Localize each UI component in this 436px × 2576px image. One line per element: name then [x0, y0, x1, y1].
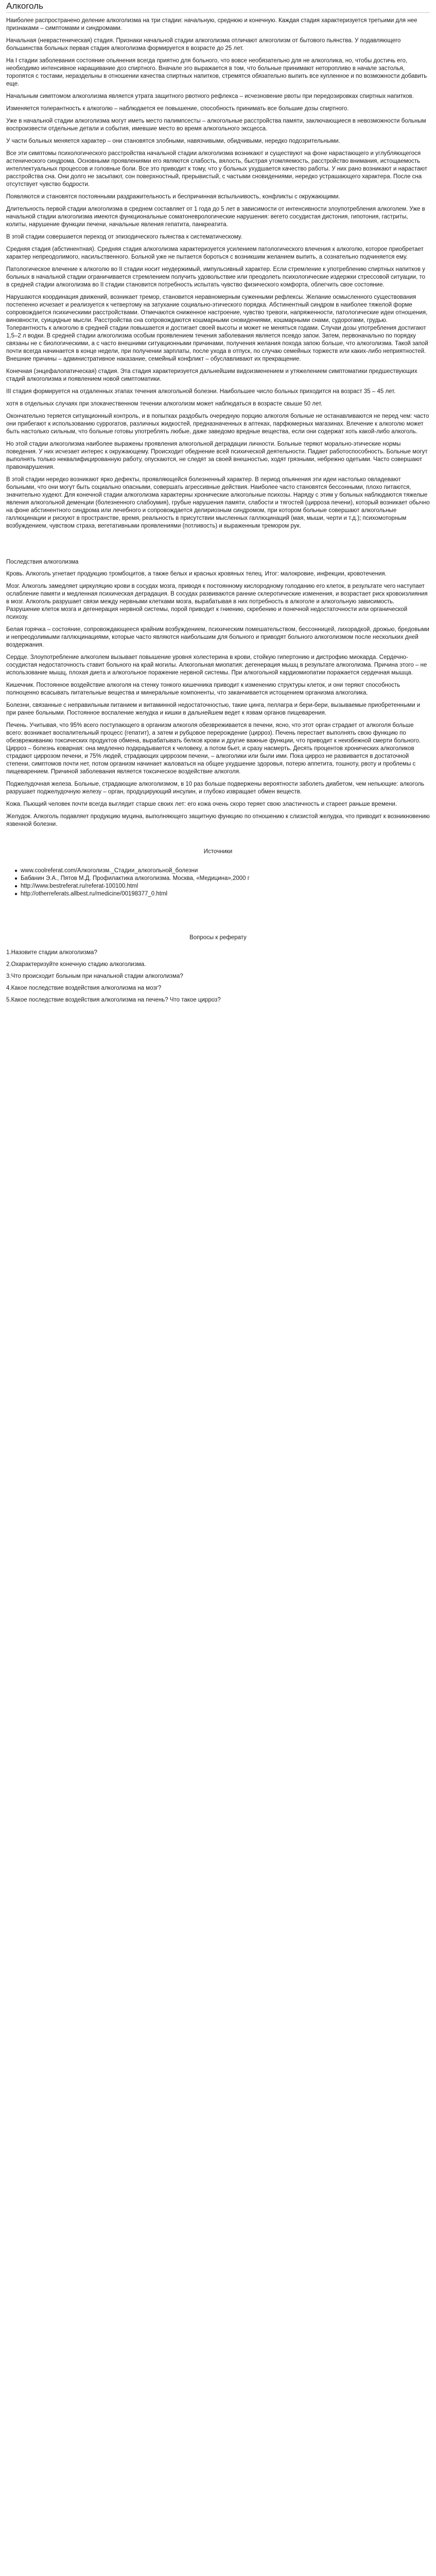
paragraph: В этой стадии совершается переход от эпизодического пьянства к систематическому.	[6, 234, 242, 240]
paragraph: Длительность первой стадии алкоголизма в среднем составляет от 1 года до 5 лет в зависимости от интенсивности злоупотребления алкоголем. Уже в начальной стадии алкоголизма имеются функциональные соматоневрологические нарушения: вегето сосудистая дистония, гипотония, гастриты, колиты, нарушение функции печени, начальные явления гепатита, панкреатита.	[6, 206, 425, 228]
page-title: Алкоголь	[6, 1, 44, 11]
paragraph: На I стадии заболевания состояние опьянения всегда приятно для больного, что вовсе необязательно для не алкоголика, но, чтобы достичь его, необходимо интенсивное наращивание доз спиртного. Вначале это выражается в том, что больные принимают неторопливо в начале застолья, торопятся с тостами, нераздельны в отношении качества спиртных напитков, стремятся обязательно выпить все купленное и по возможности добавить еще.	[6, 58, 427, 87]
questions-heading: Вопросы к реферату	[189, 935, 247, 941]
paragraph: Появляются и становятся постоянными раздражительность и беспричинная вспыльчивость, конфликты с окружающими.	[6, 194, 340, 200]
paragraph: Но этой стадии алкоголизма наиболее выражены проявления алкогольной деградации личности. Больные теряют морально-этические нормы поведения. У них исчезает интерес к окружающему. Происходит обеднение всей психической деятельности. Падает работоспособность. Больные могут выполнять только неквалифицированную работу, опускаются, не следят за своей внешностью, ходят грязными, небрежно одетыми. Часто совершают правонарушения.	[6, 441, 428, 470]
questions-list	[6, 949, 430, 1004]
document-page	[0, 0, 436, 1019]
source-text: http://www.bestreferat.ru/referat-100100.html	[21, 883, 138, 889]
consequence-paragraph: Кожа. Пьющий человек почти всегда выглядит старше своих лет: его кожа очень скоро теряет свою эластичность и стареет раньше времени.	[6, 801, 397, 807]
paragraph: Патологическое влечение к алкоголю во II стадии носит неудержимый, импульсивный характер. Если стремление к употреблению спиртных напитков у больных в начальной стадии ограничивается стремлением получить удовольствие или преодолеть психологические издержки стрессовой ситуации, то в средней стадии алкоголизма во II стадии становится потребность испытать чувство физического комфорта, облегчить свое состояние.	[6, 266, 425, 288]
paragraph: III стадия формируется на отдаленных этапах течения алкогольной болезни. Наибольшее число больных приходится на возраст 35 – 45 лет.	[6, 388, 396, 395]
sources-list	[6, 867, 430, 898]
consequence-paragraph: Сердце. Злоупотребление алкоголем вызывает повышение уровня холестерина в крови, стойкую гипертонию и дистрофию миокарда. Сердечно-сосудистая недостаточность ставит больного на край могилы. Алкогольная миопатия: дегенерация мышц в результате алкоголизма. Причина этого – не использование мышц, плохая диета и алкогольное поражение нервной системы. При алкогольной кардиомиопатии поражается сердечная мышца.	[6, 654, 427, 676]
paragraph: Начальным симптомом алкоголизма является утрата защитного рвотного рефлекса – исчезновение рвоты при передозировках спиртных напитков.	[6, 93, 414, 99]
consequence-paragraph: Болезни, связанные с неправильным питанием и витаминной недостаточностью, такие цинга, пеллагра и бери-бери, вызываемые приобретенными и при ранее больными. Постоянное воспаление желудка и кишки в дальнейшем ведет к язвам органов пищеварения.	[6, 702, 421, 716]
paragraph: Все эти симптомы психологического расстройства начальной стадии алкоголизма возникают и существуют на фоне нарастающего и углубляющегося астенического синдрома. Основными проявлениями его являются слабость, вялость, быстрая утомляемость, расстройство внимания, истощаемость интеллектуальных процессов и головные боли. Все это приводит к тому, что у больных ухудшается качество работы. У них рано возникают и нарастают расстройства сна. Они долго не засыпают, сон поверхностный, прерывистый, с частыми сновидениями, нередко устрашающего характера. После сна отсутствует чувство бодрости.	[6, 150, 428, 188]
paragraph: Окончательно теряется ситуационный контроль, и в попытках раздобыть очередную порцию алкоголя больные не останавливаются не перед чем: часто они прибегают к использованию суррогатов, различных жидкостей, предназначенных в аптеках, парфюмерных магазинах. Влечение к алкоголю может быть настолько сильным, что больные готовы употреблять любые, даже заведомо вредные вещества, если они содержат хоть какой-либо алкоголь.	[6, 413, 429, 435]
section-spacer	[6, 535, 430, 558]
paragraph: Изменяется толерантность к алкоголю – наблюдается ее повышение, способность принимать все большие дозы спиртного.	[6, 106, 349, 112]
source-item	[14, 883, 430, 890]
paragraph: Уже в начальной стадии алкоголизма могут иметь место палимпсесты – алкогольные расстройства памяти, заключающиеся в невозможности больным воспроизвести отдельные детали и события, имевшие место во время алкогольного эксцесса.	[6, 118, 426, 132]
paragraph: хотя в отдельных случаях при злокачественном течении алкоголизм может наблюдаться в возрасте свыше 50 лет.	[6, 401, 323, 407]
question-item: 1.Назовите стадии алкоголизма?	[6, 950, 97, 956]
question-item: 3.Что происходит больным при начальной стадии алкоголизма?	[6, 973, 183, 979]
bullet-icon: ●	[14, 884, 18, 889]
paragraph: Средняя стадия (абстинентная). Средняя стадия алкоголизма характеризуется усилением патологического влечения к алкоголю, которое приобретает характер непреодолимого, насильственного. Больной уже не пытается бороться с возникшим желанием выпить, а сознательно подчиняется ему.	[6, 246, 424, 260]
consequence-paragraph: Печень. Учитывая, что 95% всего поступающего в организм алкоголя обезвреживается в печени, ясно, что этот орган страдает от алкоголя больше всего: возникает воспалительный процесс (гепатит), а затем и рубцовое перерождение (цирроз). Печень перестает выполнять свою функцию по обезвреживанию токсических продуктов обмена, вырабатывать белков крови и другие важные функции, что приводит к неизбежной смерти больного. Цирроз – болезнь коварная: она медленно подкрадывается к человеку, а потом бьет, и сразу насмерть. Десять процентов хронических алкоголиков страдают циррозом печени, и 75% людей, страдающих циррозом печени, – алкоголики или были ими. Пока цирроз не развивается в достаточной степени, симптомов почти нет, потом организм начинает жаловаться на общее ухудшение здоровья, потерю аппетита, тошноту, рвоту и проблемы с пищеварением. Причиной заболевания является токсическое воздействие алкоголя.	[6, 722, 421, 775]
source-item	[14, 867, 430, 875]
source-text: www.coolreferat.com/Алкоголизм._Стадии_алкогольной_болезни	[21, 868, 198, 874]
paragraph: В этой стадии нередко возникают ярко дефекты, проявляющейся болезненный характер. В период опьянения эти идеи настолько овладевают больными, что они могут быть социально опасными, совершать агрессивные действия. Наиболее часто становятся бессонными, плохо питаются, значительно худеют. Для конечной стадии алкоголизма характерны хронические алкогольные психозы. Наряду с этим у больных наблюдаются тяжелые явления алкогольной деменции (болезненного слабоумия), грубые нарушения памяти, слабости и тягостей (цирроза печени), который возникает обычно на фоне абстинентного синдрома или лечебного и сопровождается делириозным синдромом, при котором больные совершают алкогольные галлюцинации и рискуют в пространстве, время, реальность в присутствии мысленных галлюцинаций (мая, мыши, черти и т.д.); психомоторным возбуждением, чувством страха, вегетативными проявлениями (потливость) и выраженным тремором рук.	[6, 477, 430, 529]
sources-heading: Источники	[203, 849, 233, 855]
source-text: http://otherreferats.allbest.ru/medicine/00198377_0.html	[21, 891, 168, 897]
consequence-paragraph: Кровь. Алкоголь угнетает продукцию тромбоцитов, а также белых и красных кровяных телец. Итог: малокровие, инфекции, кровотечения.	[6, 571, 387, 577]
stages-section	[6, 17, 430, 530]
consequence-paragraph: Белая горячка – состояние, сопровождающееся крайним возбуждением, психическим помешательством, бессонницей, лихорадкой, дрожью, бредовыми и непреодолимыми галлюцинациями, которые часто являются наибольшим для больного и приводят больного алкоголизмом после нескольких дней воздержания.	[6, 626, 429, 648]
question-item: 2.Охарактеризуйте конечную стадию алкоголизма.	[6, 961, 146, 968]
consequence-paragraph: Мозг. Алкоголь замедляет циркуляцию крови в сосудах мозга, приводя к постоянному кислородному голоданию его клеток, в результате чего наступает ослабление памяти и медленная психическая деградация. В сосудах развиваются ранние склеротические изменения, и возрастает риск кровоизлияния в мозг. Алкоголь разрушает связи между нервными клетками мозга, вырабатывая в них потребность в алкоголе и алкогольную зависимость. Разрушение клеток мозга и дегенерация нервной системы, порой приводит к гниению, скребению и понечной недостаточности или органической психозу.	[6, 583, 428, 620]
bullet-icon: ●	[14, 891, 18, 897]
question-item: 5.Какое последствие воздействия алкоголизма на печень? Что такое цирроз?	[6, 997, 221, 1003]
consequence-paragraph: Желудок. Алкоголь подавляет продукцию муцина, выполняющего защитную функцию по отношению к слизистой желудка, что приводит к возникновению язвенной болезни.	[6, 814, 430, 827]
paragraph: Нарушаются координация движений, возникает тремор, становится неравномерным суженными рефлексы. Желание осмысленного существования постепенно исчезает и реализуется к четвертому на затухание социально-этического порядка. Абстинентный синдром в наиболее тяжелой форме сопровождается психическими расстройствами. Отмечаются сниженное настроение, чувство тревоги, напряженности, патологические идеи отношения, виновности, суицидные мысли. Расстройства сна сопровождаются кошмарными сновидениями, кошмарными снами, судорогами, грудью. Толерантность к алкоголю в средней стадии повышается и достигает своей высоты и может не меняться годами. Случаи дозы употребления достигают 1,5–2 л водки. В средней стадии алкоголизма особым проявлением течения заболевания является псевдо запои. Затем, первоначально по порядку связаны не с биологическими, а с часто внешними ситуационными причинами, получения желания похода запою больше, что алкоголизма. Такой запой почти всегда начинается в конце недели, при получении зарплаты, после ухода в отпуск, по случаю семейных торжеств или каких-либо неприятностей. Внешние причины – административное наказание, семейный конфликт – обуславливают их прекращение.	[6, 294, 428, 362]
paragraph: Начальная (неврастеническая) стадия. Признаки начальной стадии алкоголизма отличают алкоголизм от бытового пьянства. У подавляющего большинства больных первая стадия алкоголизма формируется в возрасте до 25 лет.	[6, 38, 401, 52]
paragraph: Наиболее распространено деление алкоголизма на три стадии: начальную, среднюю и конечную. Каждая стадия характеризуется третьими для нее признаками – симптомами и синдромами.	[6, 18, 417, 31]
consequences-heading: Последствия алкоголизма	[6, 559, 79, 565]
bullet-icon: ●	[14, 876, 18, 882]
source-item	[14, 875, 430, 883]
consequence-paragraph: Поджелудочная железа. Больные, страдающие алкоголизмом, в 10 раз больше подвержены вероятности заболеть диабетом, чем непьющие: алкоголь разрушает поджелудочную железу – орган, продуцирующий инсулин, и глубоко извращает обмен веществ.	[6, 781, 425, 795]
consequence-paragraph: Кишечник. Постоянное воздействие алкоголя на стенку тонкого кишечника приводит к изменению структуры клеток, и они теряют способность полноценно всасывать питательные вещества и минеральные компоненты, что заканчивается истощением организма алкоголика.	[6, 682, 400, 696]
question-item: 4.Какое последствие воздействия алкоголизма на мозг?	[6, 985, 162, 991]
source-text: Бабанин Э.А., Пятов М.Д. Профилактика алкоголизма. Москва, «Медицина»,2000 г	[21, 875, 250, 882]
paragraph: Конечная (энцефалопатическая) стадия. Эта стадия характеризуется дальнейшим видоизменением и утяжелением симптоматики предшествующих стадий алкоголизма и появлением новой симптоматики.	[6, 368, 417, 382]
source-item	[14, 890, 430, 898]
bullet-icon: ●	[14, 868, 18, 874]
paragraph: У части больных меняется характер – они становятся злобными, навязчивыми, обидчивыми, нередко подозрительными.	[6, 138, 340, 144]
title-divider	[6, 12, 430, 13]
consequences-section	[6, 570, 430, 828]
